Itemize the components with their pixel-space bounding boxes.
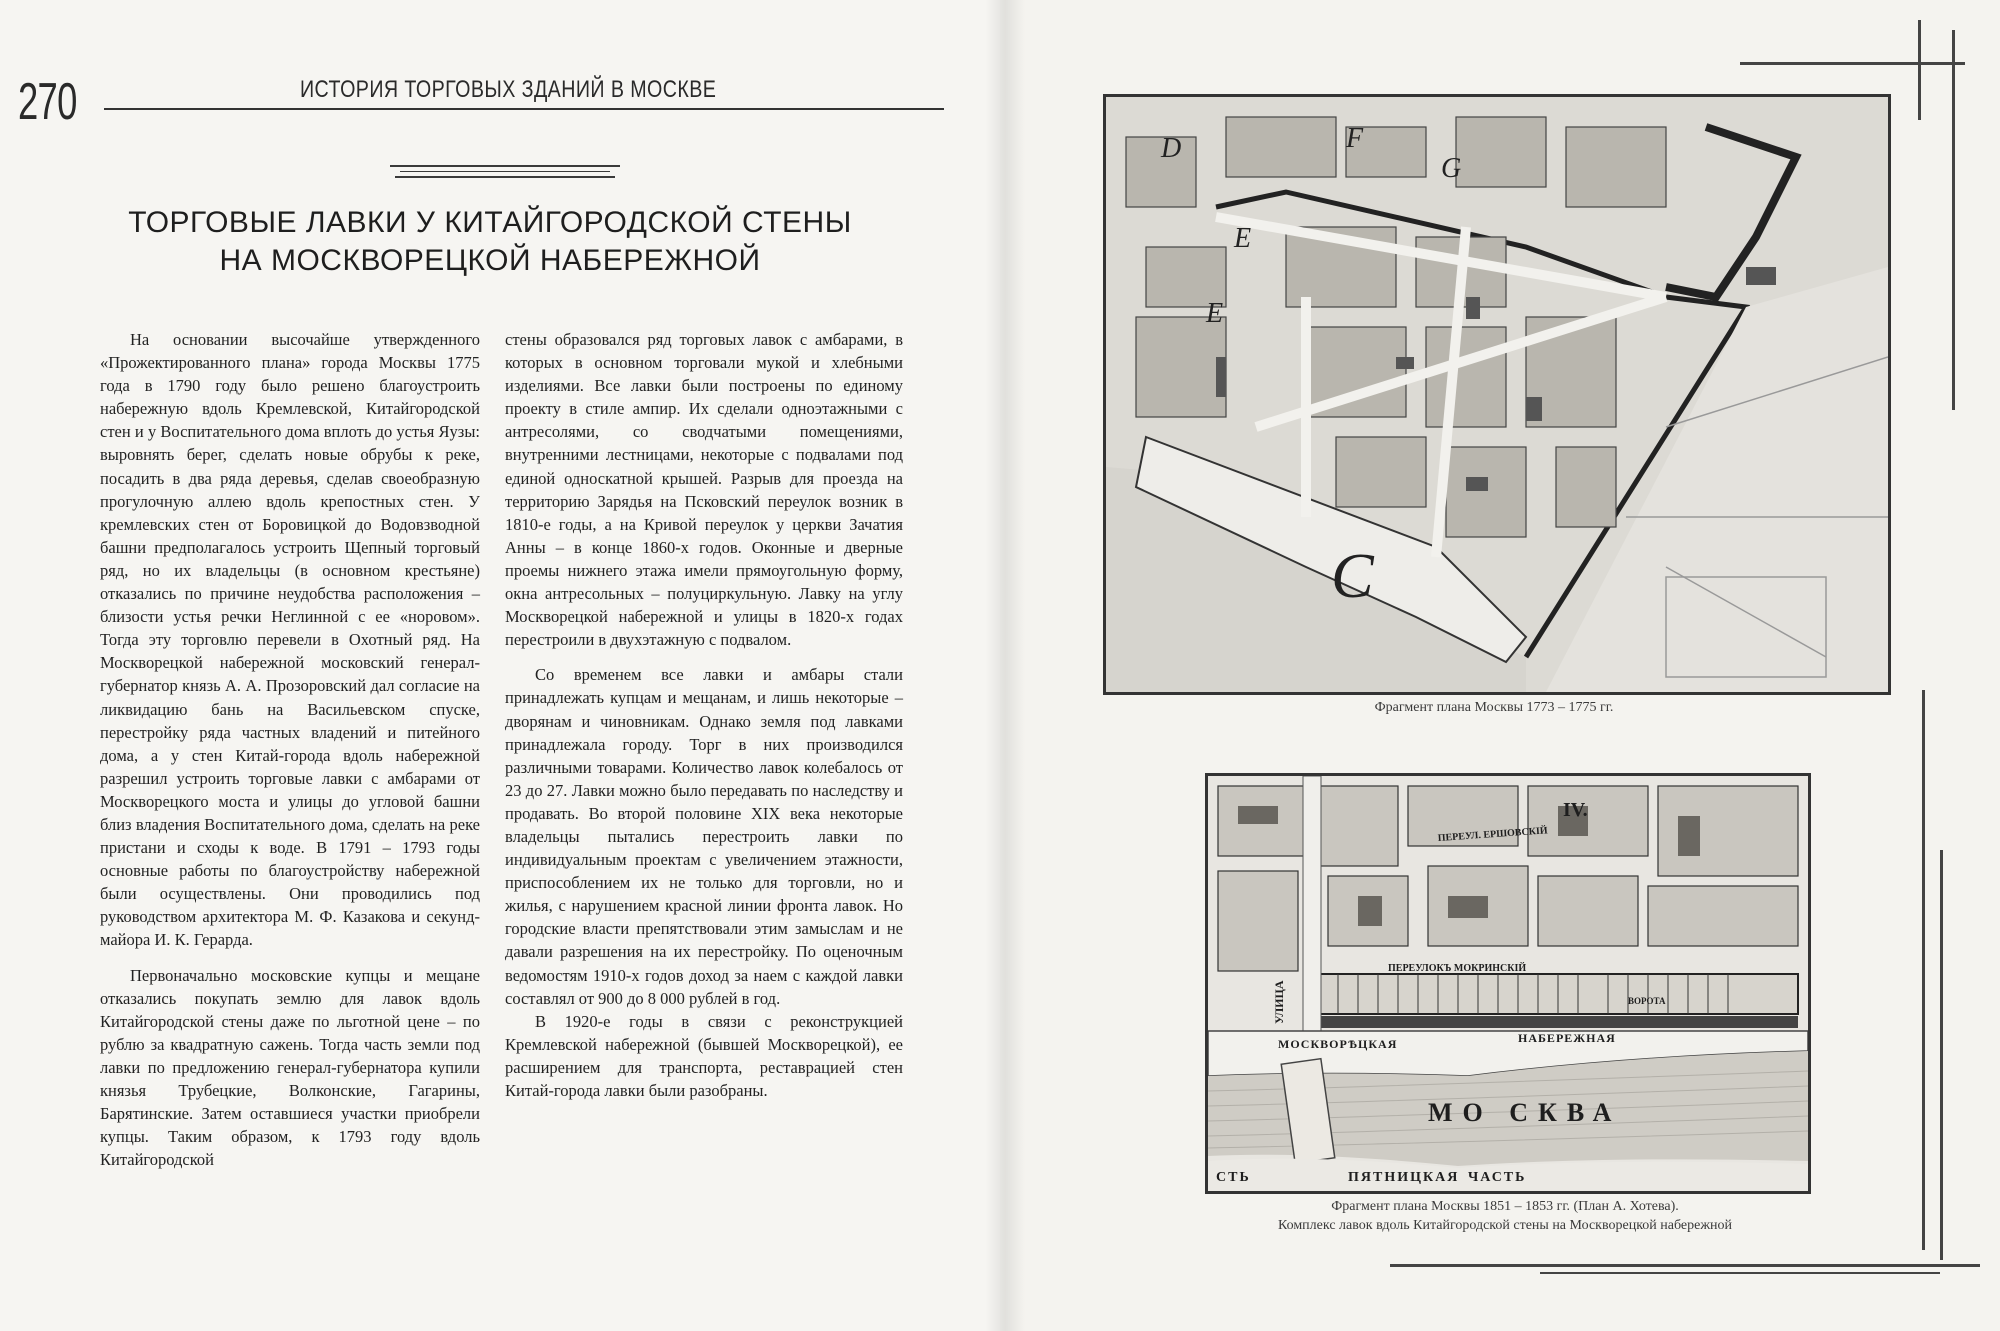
margin-rule-right-lower <box>1922 690 1925 1250</box>
map2-caption-line1: Фрагмент плана Москвы 1851 – 1853 гг. (План А. Хотева). <box>1331 1199 1679 1214</box>
map-figure-1851 <box>1205 773 1811 1194</box>
article-title-line2: НА МОСКВОРЕЦКОЙ НАБЕРЕЖНОЙ <box>219 244 761 277</box>
article-title-line1: ТОРГОВЫЕ ЛАВКИ У КИТАЙГОРОДСКОЙ СТЕНЫ <box>128 206 852 239</box>
title-ornament-rule <box>390 165 620 167</box>
book-gutter <box>985 0 1025 1331</box>
map-1851-image <box>1208 776 1808 1191</box>
margin-rule-right-lower-2 <box>1940 850 1943 1260</box>
title-ornament-rule-thin <box>400 171 610 172</box>
map1-caption: Фрагмент плана Москвы 1773 – 1775 гг. <box>1374 700 1614 715</box>
corner-rule-top <box>1740 62 1965 65</box>
margin-rule-right-upper <box>1952 30 1955 410</box>
paragraph: Первоначально московские купцы и мещане отказались покупать землю для лавок вдоль Китайгородской стены даже по льготной цене – по рублю за квадратную сажень. Тогда часть земли под лавки по предложению генерал-губернатора купили князья Трубецкие, Волконские, Гагарины, Барятинские. Затем оставшиеся участки приобрели купцы. Таким образом, к 1793 году вдоль Китайгородской <box>100 965 480 1170</box>
paragraph: На основании высочайше утвержденного «Прожектированного плана» города Москвы 1775 года в 1790 году было решено благоустроить набережную вдоль Кремлевской, Китайгородской стен и у Воспитательного дома вплоть до устья Яузы: выровнять берег, сделать новые обрубы к реке, посадить в два ряда деревья, сделав своеобразную прогулочную аллею вдоль крепостных стен. У кремлевских стен от Боровицкой до Водовзводной башни предполагалось устроить Щепный торговый ряд, но их владельцы (в основном крестьяне) отказались по причине неудобства расположения – близости устья речки Неглинной с ее «норовом». Тогда эту торговлю перевели в Охотный ряд. На Москворецкой набережной московский генерал-губернатор князь А. А. Прозоровский дал согласие на ликвидацию бань на Васильевском спуске, перестройку ряда частных владений и питейного дома, а у стен Китай-города вдоль набережной разрешил устроить торговые лавки с амбарами от Москворецкого моста и улицы до угловой башни близ владения Воспитательного дома, сделать на реке пристани и сходы к воде. В 1791 – 1793 годы основные работы по благоустройству набережной были осуществлены. Они проводились под руководством архитектора М. Ф. Казакова и секунд-майора И. К. Герарда. <box>100 330 480 950</box>
map2-label-part: ПЯТНИЦКАЯ <box>1348 1170 1460 1185</box>
map1-label-c: C <box>1331 540 1374 611</box>
map2-label-lane2: ПЕРЕУЛОКЪ МОКРИНСКІЙ <box>1388 963 1527 974</box>
map2-label-lane1: ПЕРЕУЛ. ЕРШОВСКІЙ <box>1437 825 1549 844</box>
map2-label-street: УЛИЦА <box>1272 980 1286 1024</box>
map2-label-part2: ЧАСТЬ <box>1468 1170 1527 1185</box>
map2-label-block: IV. <box>1563 799 1588 821</box>
corner-rule-bottom-thin <box>1540 1272 1940 1274</box>
running-head: ИСТОРИЯ ТОРГОВЫХ ЗДАНИЙ В МОСКВЕ <box>300 76 717 103</box>
paragraph: В 1920-е годы в связи с реконструкцией Кремлевской набережной (бывшей Москворецкой), ее расширением для транспорта, реставрацией стен Китай-города лавки были разобраны. <box>505 1011 903 1100</box>
map1-label-d: D <box>1161 133 1182 164</box>
page-number: 270 <box>18 73 77 131</box>
map2-label-gate: ВОРОТА <box>1628 996 1666 1006</box>
header-rule <box>104 108 944 110</box>
map1-label-e2: E <box>1206 298 1224 329</box>
text-column-left <box>100 328 480 1171</box>
map-1773-image <box>1106 97 1888 692</box>
map-figure-1773 <box>1103 94 1891 695</box>
article-title <box>100 204 880 280</box>
paragraph: Со временем все лавки и амбары стали принадлежать купцам и мещанам, и лишь некоторые – дворянам и чиновникам. Однако земля под лавками принадлежала городу. Торг в них производился различными товарами. Количество лавок колебалось от 23 до 27. Лавки можно было передавать по наследству и продавать. Во второй половине XIX века некоторые владельцы пытались перестроить лавки по индивидуальным проектам с увеличением этажности, приспособлением их не только для торговли, но и жилья, с нарушением красной линии фронта лавок. Но городские власти препятствовали этим замыслам и не давали разрешения на их перестройку. По оценочным ведомостям 1910-х годов доход за наем с каждой лавки составлял от 900 до 8 000 рублей в год. <box>505 665 903 1008</box>
title-ornament-rule-lower <box>395 176 615 178</box>
map2-label-embankment1: МОСКВОРѢЦКАЯ <box>1278 1037 1398 1051</box>
map1-label-g: G <box>1441 153 1462 184</box>
map2-label-river: МО СКВА <box>1428 1098 1622 1127</box>
paragraph: стены образовался ряд торговых лавок с амбарами, в которых в основном торговали мукой и хлебными изделиями. Все лавки были построены по единому проекту в стиле ампир. Их сделали одноэтажными с антресолями, со сводчатыми помещениями, внутренними лестницами, некоторые с подвалами под единой односкатной крышей. Разрыв для проезда на территорию Зарядья на Псковский переулок возник в 1810-е годы, а на Кривой переулок у церкви Зачатия Анны – в конце 1860-х годов. Оконные и дверные проемы нижнего этажа имели прямоугольную форму, окна антресольных – полуциркульную. Лавку на углу Москворецкой набережной и улицы в 1820-х годах перестроили в двухэтажную с подвалом. <box>505 330 903 650</box>
map2-caption <box>1150 1197 1860 1235</box>
map2-label-part-left: СТЬ <box>1216 1170 1251 1185</box>
map1-label-f: F <box>1346 123 1364 154</box>
map2-caption-line2: Комплекс лавок вдоль Китайгородской стены на Москворецкой набережной <box>1277 1218 1733 1233</box>
corner-rule-bottom <box>1390 1264 1980 1267</box>
map2-label-embankment2: НАБЕРЕЖНАЯ <box>1518 1031 1616 1045</box>
corner-rule-top-vertical <box>1918 20 1921 120</box>
map1-label-e1: E <box>1234 223 1252 254</box>
text-column-right <box>505 328 903 1102</box>
